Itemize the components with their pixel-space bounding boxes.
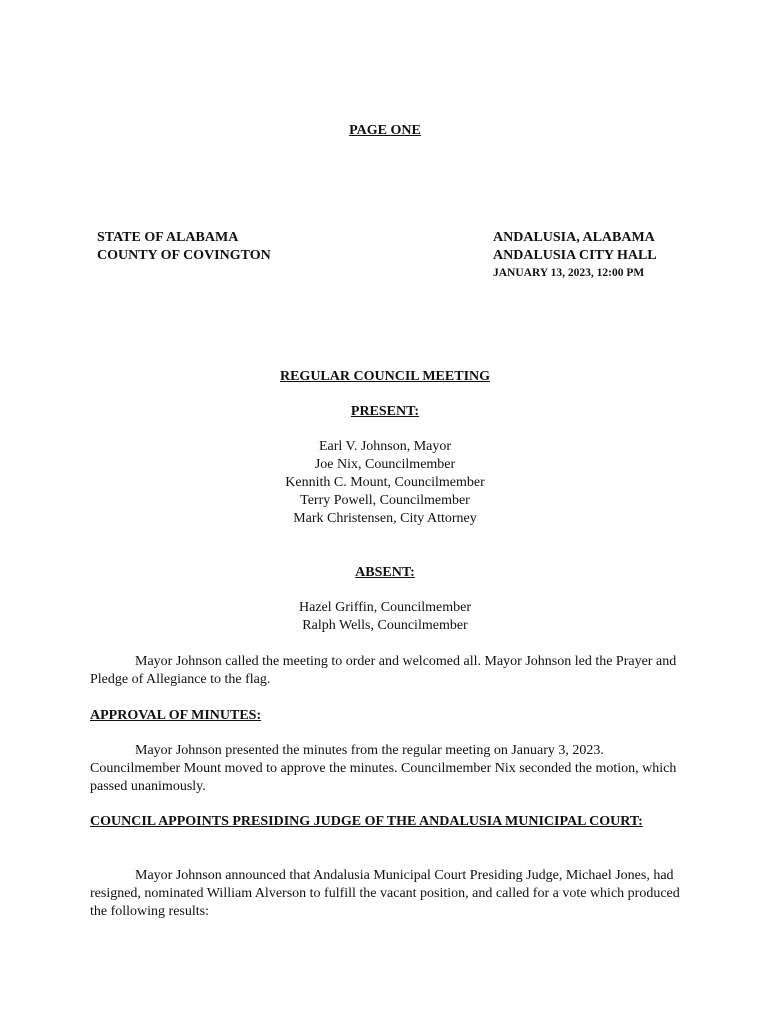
- header-right: [493, 229, 657, 282]
- absent-member: Ralph Wells, Councilmember: [302, 618, 468, 633]
- opening-paragraph: Mayor Johnson called the meeting to order and welcomed all. Mayor Johnson led the Prayer and Pledge of Allegiance to the flag.: [90, 654, 677, 687]
- present-member: Mark Christensen, City Attorney: [293, 511, 477, 526]
- present-member: Joe Nix, Councilmember: [314, 457, 456, 472]
- absent-list: [0, 599, 770, 635]
- section-text-judge: Mayor Johnson announced that Andalusia Municipal Court Presiding Judge, Michael Jones, had resigned, nominated William Alverson to fulfill the vacant position, and called for a vote which produced the following results:: [90, 868, 680, 919]
- header-left: [97, 229, 271, 265]
- present-heading: PRESENT:: [350, 404, 420, 419]
- section-heading-minutes: APPROVAL OF MINUTES:: [90, 708, 262, 723]
- present-member: Kennith C. Mount, Councilmember: [285, 475, 485, 490]
- present-list: [0, 438, 770, 528]
- header-datetime: JANUARY 13, 2023, 12:00 PM: [493, 267, 645, 279]
- header-city: ANDALUSIA, ALABAMA: [493, 230, 655, 245]
- page-title: PAGE ONE: [349, 123, 421, 138]
- section-heading-judge: COUNCIL APPOINTS PRESIDING JUDGE OF THE ANDALUSIA MUNICIPAL COURT:: [90, 814, 643, 829]
- header-county: COUNTY OF COVINGTON: [97, 248, 271, 263]
- header-state: STATE OF ALABAMA: [97, 230, 239, 245]
- header-venue: ANDALUSIA CITY HALL: [493, 248, 657, 263]
- section-text-minutes: Mayor Johnson presented the minutes from the regular meeting on January 3, 2023. Councilmember Mount moved to approve the minutes. Councilmember Nix seconded the motion, which passed unanimously.: [90, 743, 677, 794]
- meeting-title: REGULAR COUNCIL MEETING: [279, 369, 491, 384]
- present-member: Earl V. Johnson, Mayor: [318, 439, 452, 454]
- absent-heading: ABSENT:: [355, 565, 415, 580]
- absent-member: Hazel Griffin, Councilmember: [299, 600, 471, 615]
- present-member: Terry Powell, Councilmember: [300, 493, 470, 508]
